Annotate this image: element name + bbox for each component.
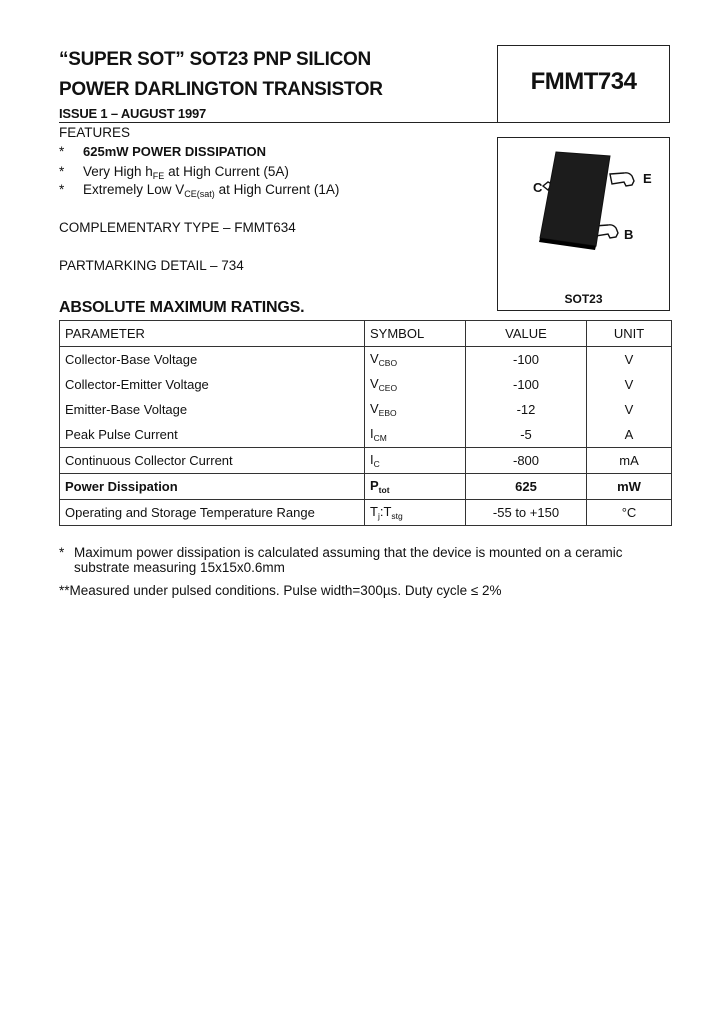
cell-symbol: $I_{CM}$	[365, 422, 466, 448]
feature-text: Extremely Low V	[83, 182, 185, 197]
cell-unit: V	[587, 372, 672, 397]
bullet-star: *	[59, 144, 65, 159]
bullet-star: *	[59, 545, 65, 560]
feature-item	[59, 164, 289, 181]
feature-subscript: FE	[152, 171, 165, 181]
ratings-table	[59, 320, 672, 526]
package-name: SOT23	[564, 292, 603, 306]
feature-text: 625mW POWER DISSIPATION	[83, 144, 266, 159]
cell-unit: mA	[587, 448, 672, 474]
cell-parameter: Collector-Base Voltage	[60, 347, 365, 373]
table-row	[60, 347, 672, 373]
features-heading: FEATURES	[59, 125, 131, 140]
issue-date: ISSUE 1 – AUGUST 1997	[59, 106, 207, 121]
cell-parameter: Power Dissipation	[60, 474, 365, 500]
table-row	[60, 372, 672, 397]
bullet-star: *	[59, 182, 65, 197]
cell-symbol: $V_{CBO}$	[365, 347, 466, 373]
bullet-star: *	[59, 164, 65, 179]
part-number: FMMT734	[530, 68, 637, 95]
table-row	[60, 500, 672, 526]
cell-value: -100	[466, 372, 587, 397]
cell-parameter: Continuous Collector Current	[60, 448, 365, 474]
footnote-text: Maximum power dissipation is calculated assuming that the device is mounted on a ceramic	[74, 545, 623, 560]
pin-label-e: E	[643, 171, 652, 186]
cell-value: -5	[466, 422, 587, 448]
cell-value: 625	[466, 474, 587, 500]
pin-label-b: B	[624, 227, 634, 242]
feature-item	[59, 182, 339, 199]
cell-unit: A	[587, 422, 672, 448]
cell-value: -55 to +150	[466, 500, 587, 526]
part-number-box	[497, 45, 670, 123]
table-row	[60, 448, 672, 474]
cell-unit: V	[587, 347, 672, 373]
pin-e-tab	[610, 173, 634, 186]
title-line-2: POWER DARLINGTON TRANSISTOR	[59, 79, 383, 100]
cell-symbol: $P_{tot}$	[365, 474, 466, 500]
table-header-row	[60, 321, 672, 347]
cell-symbol: $V_{CEO}$	[365, 372, 466, 397]
feature-subscript: CE(sat)	[184, 189, 215, 199]
cell-symbol: $T_j:T_{stg}$	[365, 500, 466, 526]
table-row	[60, 422, 672, 448]
footnote-pulsed: **Measured under pulsed conditions. Pulse width=300µs. Duty cycle ≤ 2%	[59, 583, 502, 598]
complementary-type: COMPLEMENTARY TYPE – FMMT634	[59, 220, 296, 235]
cell-value: -12	[466, 397, 587, 422]
column-header-parameter: PARAMETER	[60, 321, 365, 347]
feature-text: at High Current (1A)	[214, 182, 340, 197]
cell-symbol: $V_{EBO}$	[365, 397, 466, 422]
package-box	[497, 137, 670, 311]
header-rule	[59, 122, 498, 123]
table-row	[60, 474, 672, 500]
cell-value: -100	[466, 347, 587, 373]
cell-unit: V	[587, 397, 672, 422]
cell-parameter: Collector-Emitter Voltage	[60, 372, 365, 397]
sot23-package-drawing	[498, 138, 669, 310]
ratings-heading: ABSOLUTE MAXIMUM RATINGS.	[59, 299, 305, 316]
footnote-text-continued: substrate measuring 15x15x0.6mm	[74, 560, 285, 575]
feature-text: at High Current (5A)	[164, 164, 289, 179]
cell-symbol: $I_C$	[365, 448, 466, 474]
partmarking-detail: PARTMARKING DETAIL – 734	[59, 258, 244, 273]
pin-label-c: C	[533, 180, 543, 195]
footnote-power	[59, 545, 679, 575]
cell-parameter: Emitter-Base Voltage	[60, 397, 365, 422]
title-line-1: “SUPER SOT” SOT23 PNP SILICON	[59, 49, 371, 70]
cell-parameter: Peak Pulse Current	[60, 422, 365, 448]
feature-text: Very High h	[83, 164, 153, 179]
cell-parameter: Operating and Storage Temperature Range	[60, 500, 365, 526]
column-header-unit: UNIT	[587, 321, 672, 347]
column-header-value: VALUE	[466, 321, 587, 347]
cell-value: -800	[466, 448, 587, 474]
cell-unit: °C	[587, 500, 672, 526]
column-header-symbol: SYMBOL	[365, 321, 466, 347]
feature-item	[59, 144, 266, 159]
table-row	[60, 397, 672, 422]
cell-unit: mW	[587, 474, 672, 500]
